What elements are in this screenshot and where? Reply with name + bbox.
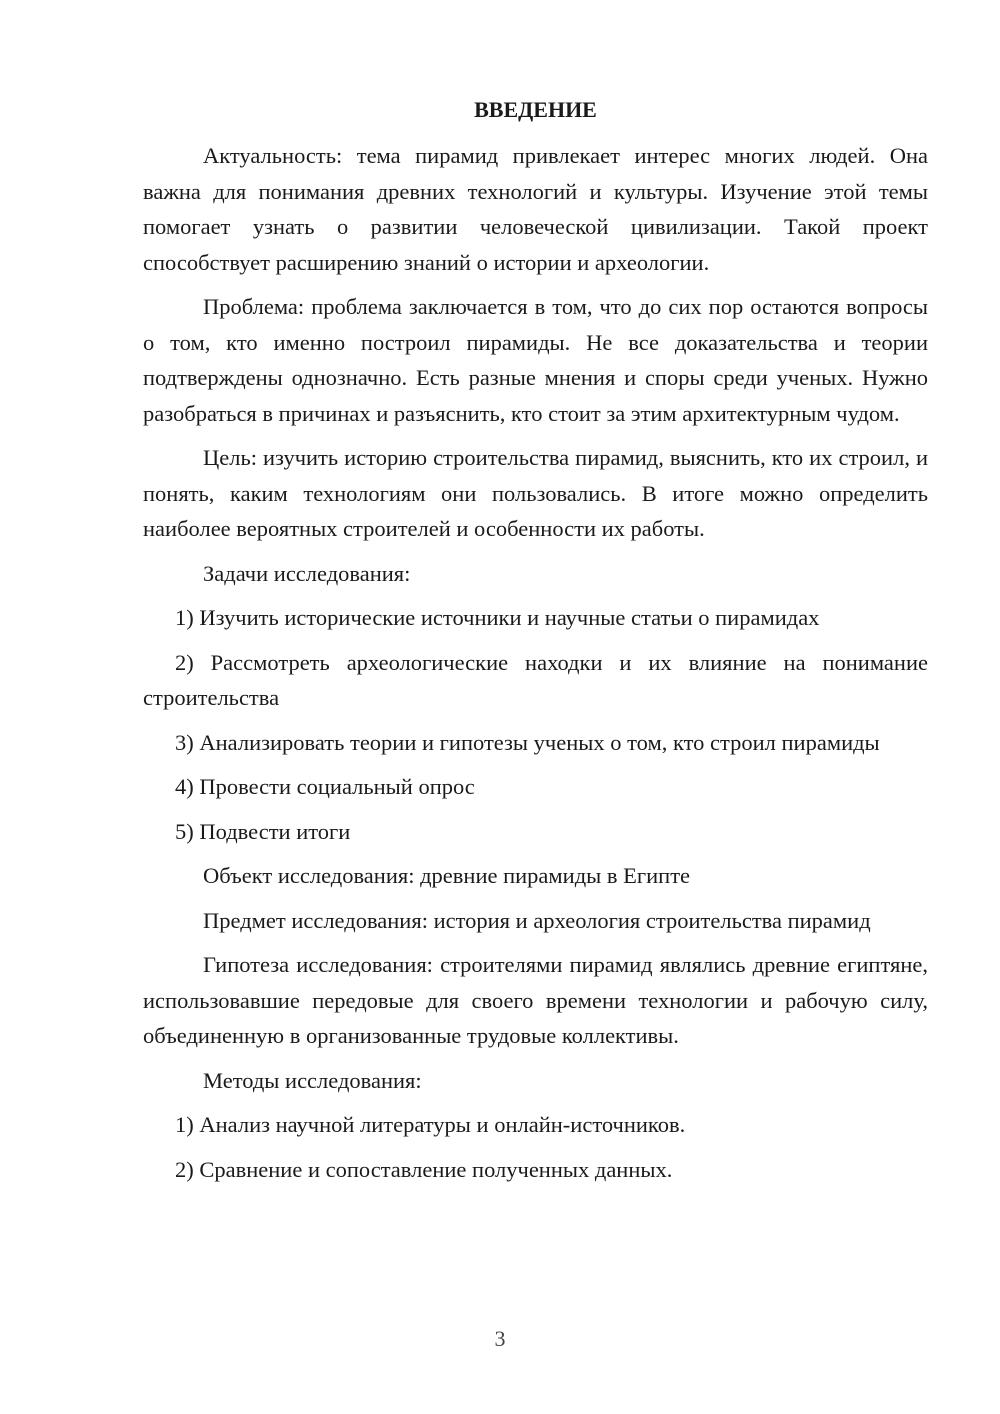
task-item-2: 2) Рассмотреть археологические находки и их влияние на понимание строительства — [143, 649, 928, 710]
subject-paragraph: Предмет исследования: история и археология строительства пирамид — [203, 907, 871, 933]
document-page — [143, 92, 928, 1196]
task-item-1: 1) Изучить исторические источники и научные статьи о пирамидах — [175, 605, 820, 630]
relevance-paragraph: Актуальность: тема пирамид привлекает интерес многих людей. Она важна для понимания древних технологий и культуры. Изучение этой темы помогает узнать о развитии человеческой цивилизации. Такой проект способствует расширению знаний о истории и археологии. — [143, 143, 928, 275]
method-item-1: 1) Анализ научной литературы и онлайн-источников. — [175, 1112, 686, 1137]
tasks-title: Задачи исследования: — [203, 560, 411, 586]
task-item-4: 4) Провести социальный опрос — [175, 774, 475, 799]
task-item-3: 3) Анализировать теории и гипотезы ученых о том, кто строил пирамиды — [175, 729, 880, 755]
goal-paragraph: Цель: изучить историю строительства пирамид, выяснить, кто их строил, и понять, каким технологиям они пользовались. В итоге можно определить наиболее вероятных строителей и особенности их работы. — [143, 445, 928, 541]
page-number: 3 — [494, 1326, 506, 1351]
problem-paragraph: Проблема: проблема заключается в том, что до сих пор остаются вопросы о том, кто именно построил пирамиды. Не все доказательства и теории подтверждены однозначно. Есть разные мнения и споры среди ученых. Нужно разобраться в причинах и разъяснить, кто стоит за этим архитектурным чудом. — [143, 294, 928, 426]
task-item-5: 5) Подвести итоги — [175, 818, 351, 844]
method-item-2: 2) Сравнение и сопоставление полученных данных. — [175, 1156, 673, 1182]
section-heading: ВВЕДЕНИЕ — [474, 97, 597, 122]
methods-title: Методы исследования: — [203, 1067, 422, 1093]
object-paragraph: Объект исследования: древние пирамиды в Египте — [203, 863, 691, 888]
hypothesis-paragraph: Гипотеза исследования: строителями пирамид являлись древние египтяне, использовавшие передовые для своего времени технологии и рабочую силу, объединенную в организованные трудовые коллективы. — [143, 952, 928, 1048]
